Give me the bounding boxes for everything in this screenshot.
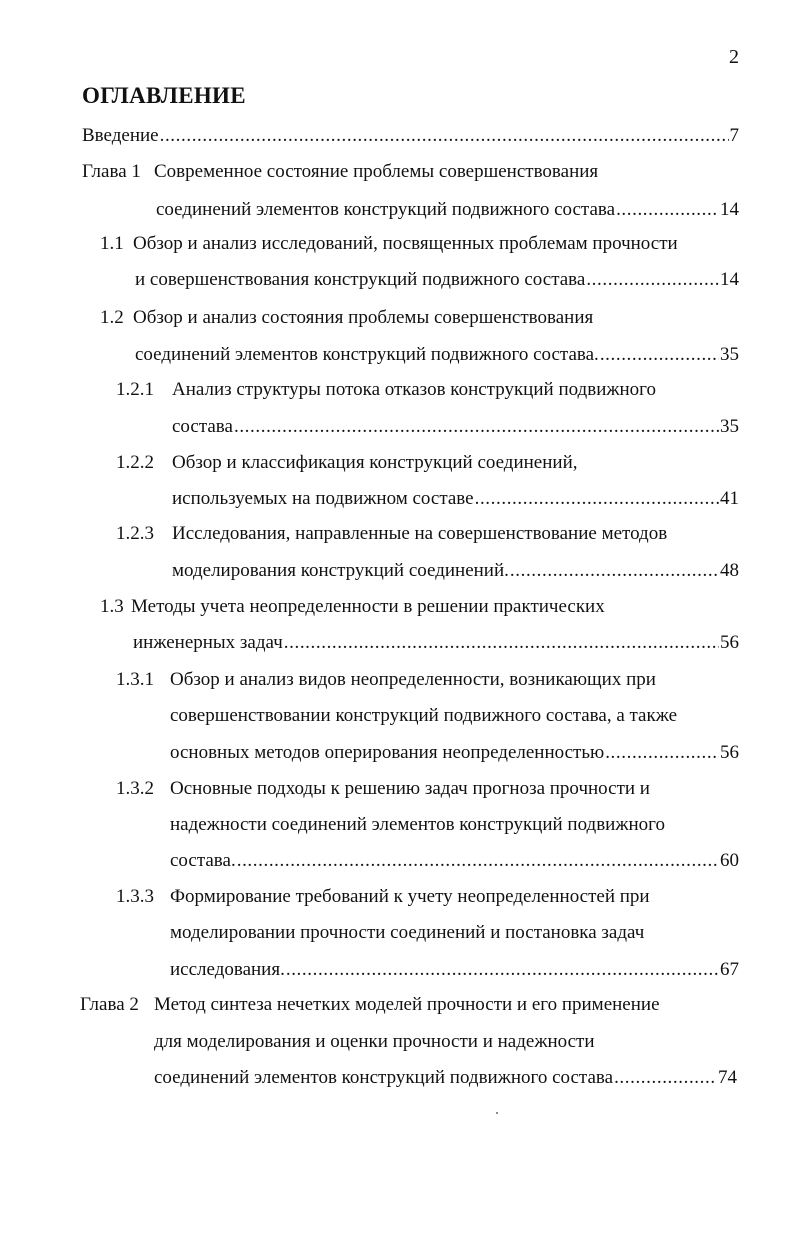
toc-text: Современное состояние проблемы совершенствования	[154, 161, 599, 182]
toc-text: Обзор и анализ состояния проблемы совершенствования	[133, 307, 594, 328]
toc-entry-1-1-cont	[135, 267, 739, 293]
toc-page: 67	[720, 959, 739, 980]
toc-number: Глава 2	[80, 994, 139, 1015]
toc-number: 1.3.2	[116, 778, 154, 799]
toc-entry-chapter-2-cont2	[154, 1065, 737, 1091]
toc-entry-1-3-3-cont	[170, 920, 644, 946]
toc-text: Исследования, направленные на совершенствование методов	[172, 523, 668, 544]
toc-entry-intro	[82, 123, 739, 149]
toc-number: 1.2	[100, 307, 124, 328]
toc-leader-dots	[475, 486, 719, 512]
scan-speck	[496, 1112, 498, 1114]
toc-leader-dots	[234, 414, 719, 440]
toc-text: инженерных задач	[133, 632, 283, 653]
toc-page: 56	[720, 742, 739, 763]
toc-number: 1.3.3	[116, 886, 154, 907]
toc-text: моделирования конструкций соединений.	[172, 560, 509, 581]
toc-text: Обзор и классификация конструкций соединений,	[172, 452, 578, 473]
toc-text: Введение	[82, 125, 159, 146]
toc-text: основных методов оперирования неопределенностью	[170, 742, 605, 763]
toc-number: 1.2.1	[116, 379, 154, 400]
toc-entry-chapter-1-cont	[156, 197, 739, 223]
toc-entry-1-3-1-cont	[170, 703, 677, 729]
toc-entry-1-2-2	[116, 450, 578, 476]
toc-entry-1-3-3	[116, 884, 650, 910]
toc-page: 14	[720, 199, 739, 220]
toc-number: 1.2.2	[116, 452, 154, 473]
toc-leader-dots	[616, 197, 719, 223]
toc-leader-dots	[600, 342, 719, 368]
toc-text: соединений элементов конструкций подвижного состава	[156, 199, 616, 220]
toc-number: 1.3	[100, 596, 124, 617]
toc-entry-1-2-1-cont	[172, 414, 739, 440]
toc-number: 1.2.3	[116, 523, 154, 544]
toc-entry-1-3-2	[116, 776, 650, 802]
toc-text: исследования.	[170, 959, 285, 980]
toc-page: 35	[720, 344, 739, 365]
toc-number: 1.3.1	[116, 669, 154, 690]
toc-leader-dots	[614, 1065, 717, 1091]
toc-text: Метод синтеза нечетких моделей прочности и его применение	[154, 994, 660, 1015]
page-number: 2	[729, 46, 739, 68]
toc-text: для моделирования и оценки прочности и надежности	[154, 1031, 595, 1052]
toc-entry-1-2-3-cont	[172, 558, 739, 584]
toc-text: используемых на подвижном составе	[172, 488, 474, 509]
toc-entry-1-3-1	[116, 667, 656, 693]
toc-entry-1-3-2-cont	[170, 812, 665, 838]
toc-entry-1-2-1	[116, 377, 656, 403]
toc-text: Методы учета неопределенности в решении практических	[131, 596, 605, 617]
toc-leader-dots	[284, 630, 719, 656]
toc-leader-dots	[586, 267, 719, 293]
toc-text: моделировании прочности соединений и постановка задач	[170, 922, 645, 943]
toc-leader-dots	[286, 957, 719, 983]
toc-number: Глава 1	[82, 161, 141, 182]
toc-page: 48	[720, 560, 739, 581]
toc-text: соединений элементов конструкций подвижного состава.	[135, 344, 599, 365]
toc-text: Формирование требований к учету неопределенностей при	[170, 886, 650, 907]
toc-text: Анализ структуры потока отказов конструкций подвижного	[172, 379, 656, 400]
toc-entry-1-3-2-cont2	[170, 848, 739, 874]
toc-entry-chapter-2	[80, 992, 660, 1018]
toc-text: состава.	[170, 850, 236, 871]
toc-text: надежности соединений элементов конструкций подвижного	[170, 814, 665, 835]
toc-entry-1-2-3	[116, 521, 667, 547]
page-title: ОГЛАВЛЕНИЕ	[82, 83, 246, 108]
toc-leader-dots	[605, 740, 719, 766]
toc-page: 60	[720, 850, 739, 871]
toc-page: 14	[720, 269, 739, 290]
toc-text: совершенствовании конструкций подвижного состава, а также	[170, 705, 678, 726]
toc-entry-1-3	[100, 594, 605, 620]
toc-number: 1.1	[100, 233, 124, 254]
toc-entry-chapter-2-cont	[154, 1029, 595, 1055]
toc-entry-1-3-1-cont2	[170, 740, 739, 766]
toc-entry-chapter-1	[82, 159, 598, 185]
toc-text: и совершенствования конструкций подвижного состава	[135, 269, 586, 290]
toc-page: 41	[720, 488, 739, 509]
toc-page: 74	[718, 1067, 737, 1088]
toc-entry-1-2-2-cont	[172, 486, 739, 512]
toc-entry-1-3-cont	[133, 630, 739, 656]
toc-page: 35	[720, 416, 739, 437]
toc-page: 56	[720, 632, 739, 653]
toc-leader-dots	[237, 848, 719, 874]
toc-text: Обзор и анализ исследований, посвященных проблемам прочности	[133, 233, 678, 254]
toc-entry-1-3-3-cont2	[170, 957, 739, 983]
toc-text: Основные подходы к решению задач прогноза прочности и	[170, 778, 650, 799]
toc-leader-dots	[160, 123, 729, 149]
toc-text: состава	[172, 416, 233, 437]
toc-text: Обзор и анализ видов неопределенности, возникающих при	[170, 669, 656, 690]
toc-entry-1-2-cont	[135, 342, 739, 368]
toc-text: соединений элементов конструкций подвижного состава	[154, 1067, 614, 1088]
toc-leader-dots	[510, 558, 719, 584]
toc-entry-1-1	[100, 231, 678, 257]
toc-entry-1-2	[100, 305, 593, 331]
toc-page: 7	[729, 125, 739, 146]
